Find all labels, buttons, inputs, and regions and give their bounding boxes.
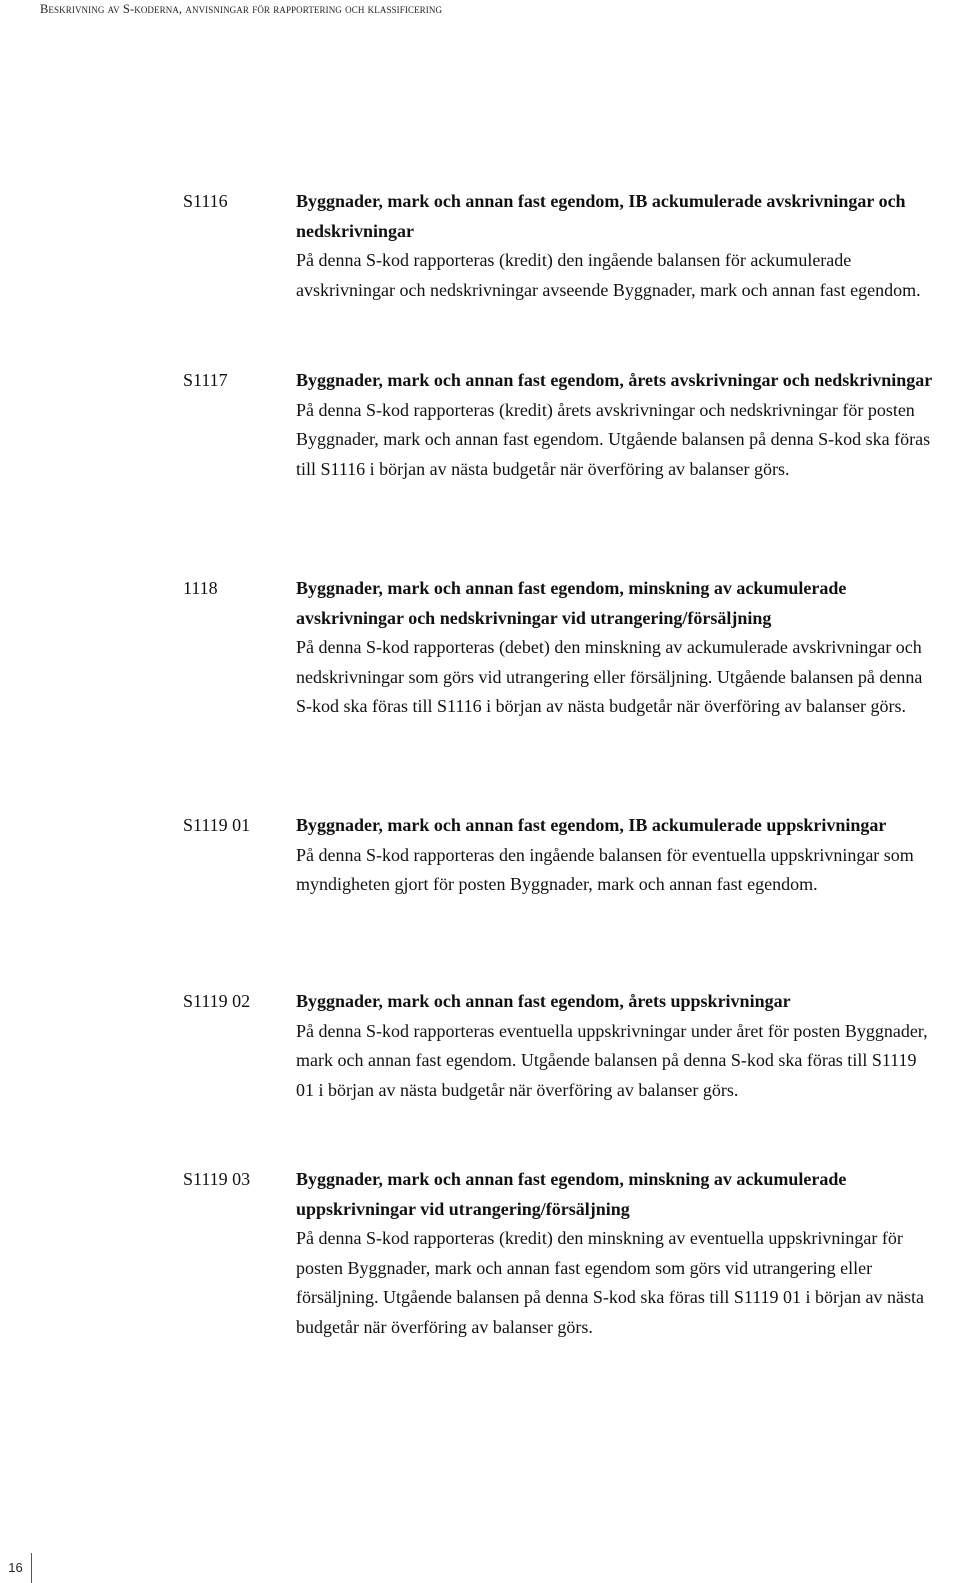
s-code: S1119 02	[183, 991, 251, 1011]
s-code: S1119 03	[183, 1169, 251, 1189]
s-code-description: På denna S-kod rapporteras (kredit) den ingående balansen för ackumulerade avskrivningar och nedskrivningar avseende Byggnader, mark och annan fast egendom.	[296, 250, 921, 300]
s-code-title: Byggnader, mark och annan fast egendom, årets uppskrivningar	[296, 991, 791, 1011]
s-code-title: Byggnader, mark och annan fast egendom, minskning av ackumulerade avskrivningar och nedskrivningar vid utrangering/försäljning	[296, 578, 847, 628]
s-code-content	[296, 366, 936, 484]
s-code: S1116	[183, 191, 228, 211]
s-code-description: På denna S-kod rapporteras den ingående balansen för eventuella uppskrivningar som myndigheten gjort för posten Byggnader, mark och annan fast egendom.	[296, 844, 914, 894]
s-code: S1117	[183, 370, 228, 390]
page-number: 16	[8, 1560, 23, 1575]
s-code: S1119 01	[183, 815, 251, 835]
page-margin-rule	[31, 1553, 32, 1583]
s-code-content	[296, 574, 936, 722]
s-code-description: På denna S-kod rapporteras eventuella uppskrivningar under året för posten Byggnader, mark och annan fast egendom. Utgående balansen på denna S-kod ska föras till S1119 01 i början av nästa budgetår när överföring av balanser görs.	[296, 1020, 928, 1100]
s-code-title: Byggnader, mark och annan fast egendom, IB ackumulerade uppskrivningar	[296, 815, 887, 835]
s-code-description: På denna S-kod rapporteras (debet) den minskning av ackumulerade avskrivningar och nedskrivningar som görs vid utrangering eller försäljning. Utgående balansen på denna S-kod ska föras till S1116 i början av nästa budgetår när överföring av balanser görs.	[296, 637, 923, 716]
s-code-content	[296, 1165, 936, 1342]
s-code-description: På denna S-kod rapporteras (kredit) årets avskrivningar och nedskrivningar för posten Byggnader, mark och annan fast egendom. Utgående balansen på denna S-kod ska föras till S1116 i början av nästa budgetår när överföring av balanser görs.	[296, 399, 931, 479]
s-code-title: Byggnader, mark och annan fast egendom, årets avskrivningar och nedskrivningar	[296, 370, 933, 390]
s-code-content	[296, 187, 936, 305]
s-code-title: Byggnader, mark och annan fast egendom, IB ackumulerade avskrivningar och nedskrivningar	[296, 191, 906, 241]
s-code-title: Byggnader, mark och annan fast egendom, minskning av ackumulerade uppskrivningar vid utrangering/försäljning	[296, 1169, 847, 1219]
s-code: 1118	[183, 578, 218, 598]
s-code-description: På denna S-kod rapporteras (kredit) den minskning av eventuella uppskrivningar för posten Byggnader, mark och annan fast egendom som görs vid utrangering eller försäljning. Utgående balansen på denna S-kod ska föras till S1119 01 i början av nästa budgetår när överföring av balanser görs.	[296, 1228, 925, 1337]
s-code-content	[296, 811, 936, 900]
s-code-content	[296, 987, 936, 1105]
running-header: Beskrivning av S-koderna, anvisningar för rapportering och klassificering	[40, 2, 443, 16]
